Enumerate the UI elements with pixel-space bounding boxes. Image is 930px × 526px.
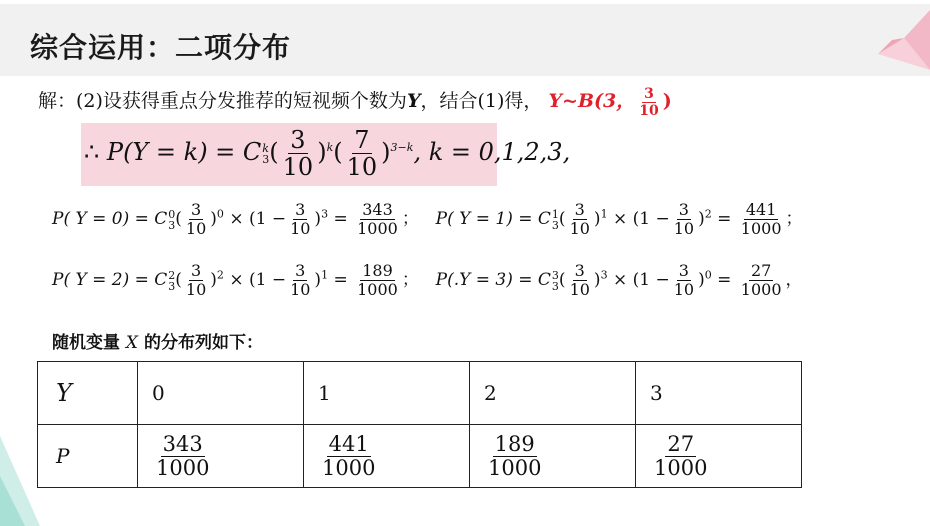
equation-row-1	[52, 202, 803, 237]
p-fraction	[486, 431, 543, 480]
eq-result-num: 441	[745, 200, 777, 219]
eq-frac-b-num: 3	[295, 261, 306, 280]
p-den: 1000	[654, 455, 708, 480]
eq-frac-a-den: 10	[185, 219, 207, 238]
eq-equals: =	[333, 270, 348, 290]
p-value-cell	[138, 425, 304, 488]
eq-comb-sub: 3	[551, 218, 559, 232]
row-label-y: Y	[38, 362, 138, 425]
eq-frac-b-den: 10	[290, 219, 311, 238]
eq-end: ，	[785, 270, 803, 290]
pmf-frac2-den: 10	[346, 153, 378, 181]
eq-end: ；	[401, 209, 419, 229]
list-title-var: X	[125, 333, 139, 353]
p-den: 1000	[322, 455, 376, 480]
eq-frac-a	[184, 263, 208, 298]
eq-times: × (1 −	[229, 270, 287, 290]
eq-close2: )	[698, 270, 705, 290]
pmf-tail: , k = 0,1,2,3,	[413, 138, 571, 166]
eq-result-num: 343	[362, 200, 393, 219]
pmf-frac1-num: 3	[290, 126, 306, 154]
pmf-frac1	[281, 128, 316, 179]
p-num: 189	[494, 431, 535, 456]
eq-frac-a-num: 3	[574, 261, 585, 280]
eq-result-den: 1000	[740, 280, 782, 299]
eq-frac-a	[568, 263, 592, 298]
eq-lhs: P(.Y = 3) = C	[435, 270, 551, 290]
eq-frac-b-den: 10	[673, 219, 695, 238]
eq-frac-b	[288, 202, 312, 237]
eq-result	[739, 202, 784, 237]
equation-row-2	[52, 263, 803, 298]
eq-end: ；	[401, 270, 419, 290]
eq-times: × (1 −	[612, 270, 670, 290]
eq-times: × (1 −	[229, 209, 287, 229]
dist-den: 10	[639, 102, 659, 119]
eq-frac-a-den: 10	[185, 280, 207, 299]
pmf-frac2-num: 7	[354, 126, 370, 154]
eq-lhs: P( Y = 1) = C	[435, 209, 551, 229]
eq-frac-a	[184, 202, 208, 237]
eq-lhs: P( Y = 0) = C	[52, 209, 168, 229]
eq-exp2: 0	[704, 268, 712, 282]
eq-open: (	[175, 209, 182, 229]
eq-frac-b	[672, 202, 696, 237]
pmf-comb-sub: 3	[262, 152, 270, 166]
p-fraction	[154, 431, 211, 480]
table-row-y	[38, 362, 802, 425]
eq-comb	[552, 209, 559, 231]
list-title-post: 的分布列如下：	[143, 333, 263, 353]
eq-comb-sup: 2	[168, 268, 176, 282]
eq-close2: )	[314, 270, 322, 290]
eq-frac-b-num: 3	[678, 261, 689, 280]
eq-frac-b-num: 3	[295, 200, 306, 219]
eq-comb-sub: 3	[551, 279, 559, 293]
eq-open: (	[558, 270, 566, 290]
eq-result-den: 1000	[357, 280, 398, 299]
eq-frac-a-num: 3	[190, 261, 202, 280]
eq-result-den: 1000	[740, 219, 782, 238]
equation-y0	[52, 200, 424, 238]
eq-frac-b-num: 3	[678, 200, 689, 219]
eq-exp2: 3	[321, 207, 329, 221]
eq-lhs: P( Y = 2) = C	[52, 270, 168, 290]
eq-comb-sup: 0	[168, 207, 176, 221]
equation-y2	[52, 261, 424, 299]
list-title-pre: 随机变量	[52, 333, 120, 353]
eq-result-num: 27	[750, 261, 772, 280]
p-value-cell	[304, 425, 470, 488]
solution-prefix: 解：	[38, 90, 77, 112]
dist-prefix: Y~B(3，	[548, 90, 636, 112]
eq-comb	[552, 270, 559, 292]
pmf-frac2	[345, 128, 380, 179]
pmf-exp2: 3−k	[390, 141, 414, 154]
eq-frac-a-num: 3	[574, 200, 585, 219]
p-den: 1000	[488, 455, 542, 480]
eq-frac-a-den: 10	[569, 280, 590, 299]
eq-frac-b	[288, 263, 312, 298]
eq-open: (	[558, 209, 566, 229]
eq-close: )	[210, 209, 217, 229]
eq-exp2: 1	[321, 268, 329, 282]
eq-times: × (1 −	[612, 209, 670, 229]
y-value-cell: 0	[138, 362, 304, 425]
eq-result	[355, 202, 400, 237]
pmf-lhs: P(Y = k) = C	[106, 138, 262, 166]
equation-y1	[435, 200, 803, 238]
variable-y: Y	[406, 90, 421, 112]
eq-equals: =	[333, 209, 348, 229]
y-value-cell: 3	[636, 362, 802, 425]
p-value-cell	[470, 425, 636, 488]
therefore-symbol: ∴	[84, 138, 100, 166]
dist-fraction	[637, 87, 660, 118]
distribution-list-title	[52, 328, 263, 353]
p-value-cell	[636, 425, 802, 488]
eq-equals: =	[717, 270, 732, 290]
eq-equals: =	[717, 209, 732, 229]
solution-mid: ，结合(1)得，	[420, 90, 543, 112]
eq-result	[355, 263, 400, 298]
eq-close: )	[593, 270, 601, 290]
y-value-cell: 1	[304, 362, 470, 425]
pmf-comb-sup: k	[262, 141, 269, 155]
dist-suffix: )	[662, 90, 672, 112]
pmf-frac1-den: 10	[282, 153, 314, 181]
eq-frac-b	[672, 263, 696, 298]
p-fraction	[652, 431, 709, 480]
eq-result-num: 189	[362, 261, 393, 280]
solution-line	[38, 86, 672, 118]
eq-exp2: 2	[704, 207, 712, 221]
eq-result	[739, 263, 784, 298]
p-den: 1000	[156, 455, 210, 480]
table-row-p	[38, 425, 802, 488]
eq-open: (	[175, 270, 182, 290]
eq-frac-a-num: 3	[190, 200, 202, 219]
equation-y3	[435, 261, 803, 299]
eq-end: ；	[785, 209, 803, 229]
eq-exp1: 3	[600, 268, 608, 282]
eq-result-den: 1000	[357, 219, 398, 238]
p-num: 27	[667, 431, 695, 456]
p-num: 441	[328, 431, 369, 456]
pmf-formula: ∴ P(Y = k) = C k 3 ( $\frac{3}{10}$ )$^k$( $\frac{7}{10}$ )$^{3-k}$, k = 0,1,2,3,	[84, 126, 571, 181]
eq-exp1: 0	[216, 207, 224, 221]
distribution-table	[37, 361, 802, 488]
eq-comb-sub: 3	[168, 279, 176, 293]
eq-close: )	[593, 209, 601, 229]
page-title: 综合运用：二项分布	[30, 31, 292, 64]
y-value-cell: 2	[470, 362, 636, 425]
eq-exp1: 2	[216, 268, 224, 282]
eq-frac-a-den: 10	[569, 219, 590, 238]
eq-exp1: 1	[600, 207, 608, 221]
pmf-exp1: k	[326, 141, 334, 154]
eq-close2: )	[698, 209, 705, 229]
row-label-p: P	[38, 425, 138, 488]
eq-frac-b-den: 10	[290, 280, 311, 299]
eq-frac-a	[568, 202, 592, 237]
eq-comb-sup: 1	[551, 207, 559, 221]
binomial-distribution	[548, 85, 672, 119]
p-num: 343	[162, 431, 203, 456]
dist-num: 3	[644, 85, 654, 102]
eq-frac-b-den: 10	[673, 280, 695, 299]
eq-close: )	[210, 270, 217, 290]
eq-comb-sup: 3	[551, 268, 559, 282]
paper-plane-decoration-icon	[878, 10, 930, 70]
eq-comb-sub: 3	[168, 218, 176, 232]
eq-close2: )	[314, 209, 322, 229]
p-fraction	[320, 431, 377, 480]
solution-intro: (2)设获得重点分发推荐的短视频个数为	[76, 90, 407, 112]
